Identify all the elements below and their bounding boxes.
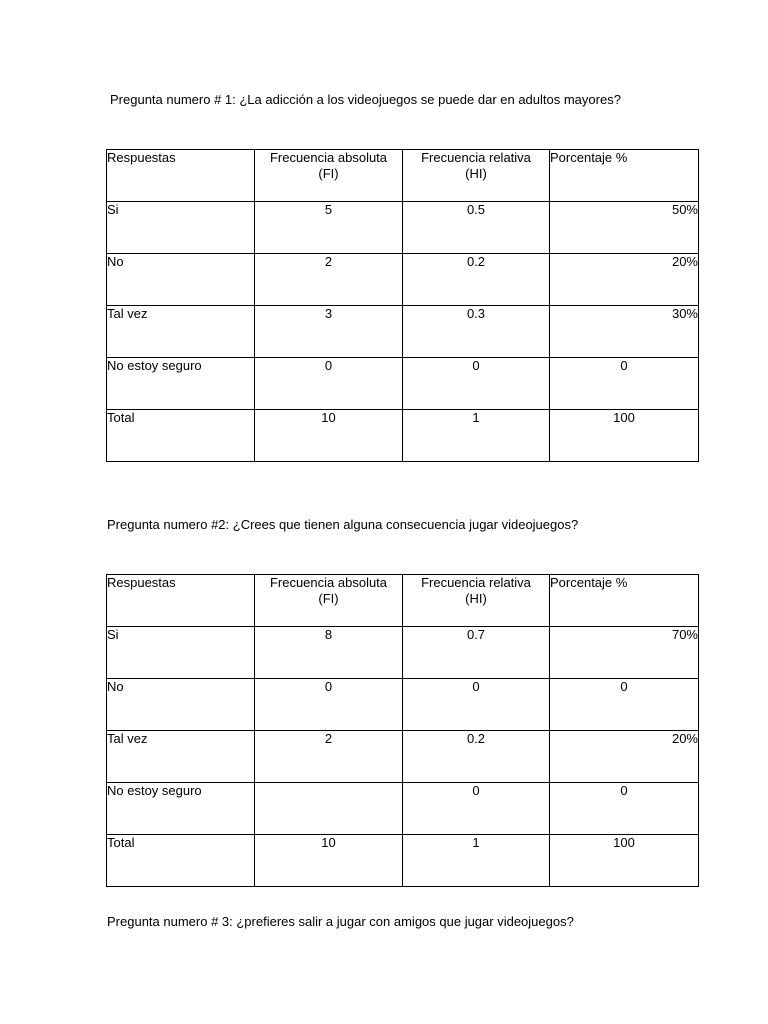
absolute-frequency-cell: 2 bbox=[255, 731, 403, 783]
percentage-cell: 30% bbox=[550, 306, 699, 358]
answer-cell: Tal vez bbox=[107, 731, 255, 783]
percentage-cell: 0 bbox=[550, 783, 699, 835]
percentage-cell: 50% bbox=[550, 202, 699, 254]
relative-frequency-cell: 0.7 bbox=[403, 627, 550, 679]
question-2-title: Pregunta numero #2: ¿Crees que tienen alguna consecuencia jugar videojuegos? bbox=[107, 517, 579, 532]
table-header-row bbox=[107, 150, 699, 202]
results-table-1 bbox=[106, 149, 699, 462]
relative-frequency-cell: 0.3 bbox=[403, 306, 550, 358]
answer-cell: Si bbox=[107, 627, 255, 679]
percentage-cell: 100 bbox=[550, 835, 699, 887]
absolute-frequency-cell: 10 bbox=[255, 410, 403, 462]
header-porcentaje: Porcentaje % bbox=[550, 150, 699, 202]
percentage-cell: 0 bbox=[550, 679, 699, 731]
table-row bbox=[107, 358, 699, 410]
table-row bbox=[107, 306, 699, 358]
answer-cell: No bbox=[107, 254, 255, 306]
header-respuestas: Respuestas bbox=[107, 150, 255, 202]
question-1-title: Pregunta numero # 1: ¿La adicción a los videojuegos se puede dar en adultos mayores? bbox=[110, 92, 621, 107]
relative-frequency-cell: 1 bbox=[403, 835, 550, 887]
answer-cell: Tal vez bbox=[107, 306, 255, 358]
percentage-cell: 70% bbox=[550, 627, 699, 679]
relative-frequency-cell: 0 bbox=[403, 679, 550, 731]
table-row bbox=[107, 783, 699, 835]
header-frecuencia-absoluta: Frecuencia absoluta (FI) bbox=[255, 150, 403, 202]
header-frecuencia-relativa: Frecuencia relativa (HI) bbox=[403, 575, 550, 627]
table-total-row bbox=[107, 835, 699, 887]
header-frecuencia-absoluta: Frecuencia absoluta (FI) bbox=[255, 575, 403, 627]
absolute-frequency-cell: 10 bbox=[255, 835, 403, 887]
relative-frequency-cell: 0 bbox=[403, 783, 550, 835]
absolute-frequency-cell bbox=[255, 783, 403, 835]
answer-cell: No bbox=[107, 679, 255, 731]
table-row bbox=[107, 254, 699, 306]
table-row bbox=[107, 627, 699, 679]
answer-cell: Total bbox=[107, 410, 255, 462]
relative-frequency-cell: 0.5 bbox=[403, 202, 550, 254]
table-row bbox=[107, 679, 699, 731]
absolute-frequency-cell: 0 bbox=[255, 358, 403, 410]
absolute-frequency-cell: 5 bbox=[255, 202, 403, 254]
table-row bbox=[107, 731, 699, 783]
absolute-frequency-cell: 8 bbox=[255, 627, 403, 679]
table-row bbox=[107, 202, 699, 254]
answer-cell: No estoy seguro bbox=[107, 783, 255, 835]
table-header-row bbox=[107, 575, 699, 627]
header-respuestas: Respuestas bbox=[107, 575, 255, 627]
answer-cell: Si bbox=[107, 202, 255, 254]
percentage-cell: 20% bbox=[550, 254, 699, 306]
question-3-title: Pregunta numero # 3: ¿prefieres salir a jugar con amigos que jugar videojuegos? bbox=[107, 914, 574, 929]
table-total-row bbox=[107, 410, 699, 462]
absolute-frequency-cell: 0 bbox=[255, 679, 403, 731]
answer-cell: Total bbox=[107, 835, 255, 887]
relative-frequency-cell: 0.2 bbox=[403, 731, 550, 783]
results-table-2 bbox=[106, 574, 699, 887]
percentage-cell: 100 bbox=[550, 410, 699, 462]
relative-frequency-cell: 0 bbox=[403, 358, 550, 410]
absolute-frequency-cell: 3 bbox=[255, 306, 403, 358]
percentage-cell: 20% bbox=[550, 731, 699, 783]
percentage-cell: 0 bbox=[550, 358, 699, 410]
header-frecuencia-relativa: Frecuencia relativa (HI) bbox=[403, 150, 550, 202]
absolute-frequency-cell: 2 bbox=[255, 254, 403, 306]
relative-frequency-cell: 0.2 bbox=[403, 254, 550, 306]
relative-frequency-cell: 1 bbox=[403, 410, 550, 462]
header-porcentaje: Porcentaje % bbox=[550, 575, 699, 627]
answer-cell: No estoy seguro bbox=[107, 358, 255, 410]
